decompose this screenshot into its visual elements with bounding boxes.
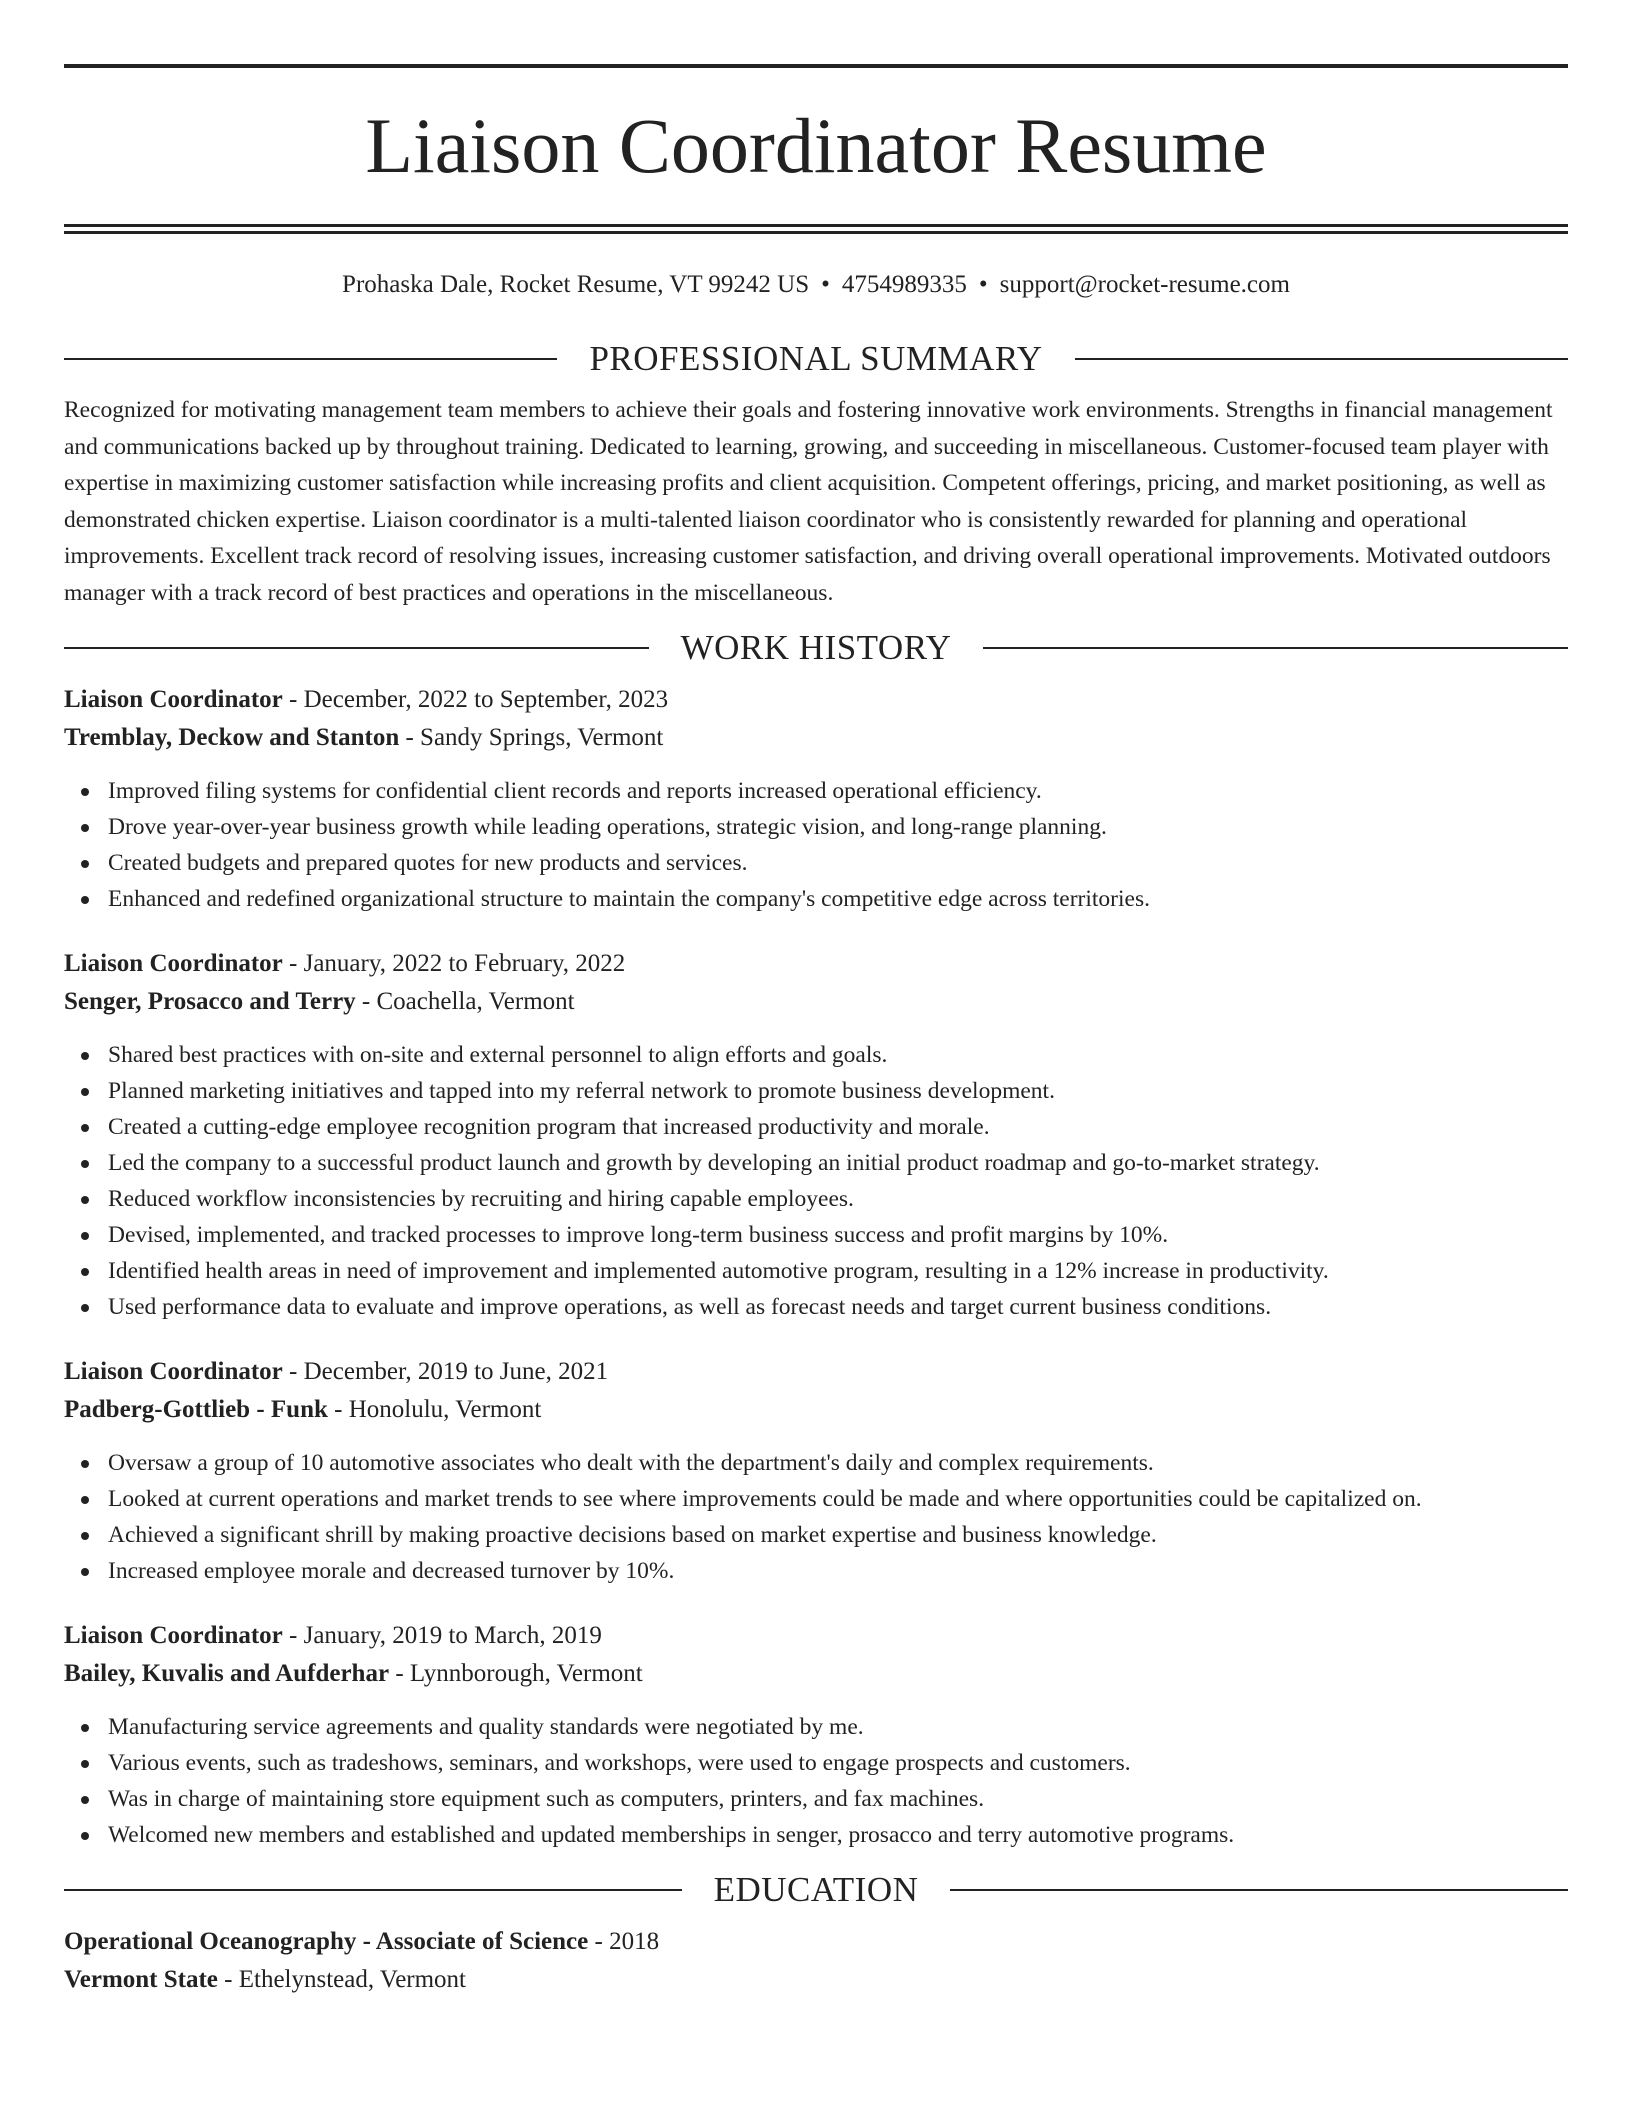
summary-text: Recognized for motivating management team members to achieve their goals and fostering innovative work environments. Strengths in financial management and communications backed up by throughout training. Dedicated to learning, growing, and succeeding in miscellaneous. Customer-focused team player with expertise in maximizing customer satisfaction while increasing profits and client acquisition. Competent offerings, pricing, and market positioning, as well as demonstrated chicken expertise. Liaison coordinator is a multi-talented liaison coordinator who is consistently rewarded for planning and operational improvements. Excellent track record of resolving issues, increasing customer satisfaction, and driving overall operational improvements. Motivated outdoors manager with a track record of best practices and operations in the miscellaneous. [64, 397, 1553, 606]
job-company: Senger, Prosacco and Terry [64, 988, 356, 1015]
job-bullet: Drove year-over-year business growth while leading operations, strategic vision, and long-range planning. [64, 809, 1568, 845]
job-dates: - January, 2019 to March, 2019 [282, 1622, 602, 1649]
job-bullet: Achieved a significant shrill by making proactive decisions based on market expertise and business knowledge. [64, 1517, 1568, 1553]
job-bullets [64, 1445, 1568, 1589]
job-bullet: Oversaw a group of 10 automotive associates who dealt with the department's daily and complex requirements. [64, 1445, 1568, 1481]
top-rule [64, 64, 1568, 68]
job-bullet: Reduced workflow inconsistencies by recruiting and hiring capable employees. [64, 1181, 1568, 1217]
heading-rule-right [1075, 358, 1568, 360]
job-bullet: Identified health areas in need of improvement and implemented automotive program, resulting in a 12% increase in productivity. [64, 1253, 1568, 1289]
job-title: Liaison Coordinator [64, 686, 283, 713]
summary-section-heading [64, 336, 1568, 382]
job-bullet: Looked at current operations and market trends to see where improvements could be made and where opportunities could be capitalized on. [64, 1481, 1568, 1517]
job-bullets [64, 1709, 1568, 1853]
education-entry [64, 1923, 1568, 1999]
heading-rule-left [64, 1889, 682, 1891]
job-entry [64, 1353, 1568, 1589]
heading-rule-left [64, 647, 649, 649]
job-company: Tremblay, Deckow and Stanton [64, 724, 400, 751]
resume-page [64, 64, 1568, 1999]
work-heading-label: WORK HISTORY [680, 628, 952, 667]
job-title: Liaison Coordinator [64, 1358, 283, 1385]
job-title: Liaison Coordinator [64, 1622, 283, 1649]
education-degree-line [64, 1923, 1568, 1961]
heading-rule-right [983, 647, 1568, 649]
contact-phone: 4754989335 [841, 271, 967, 298]
job-bullet: Created budgets and prepared quotes for new products and services. [64, 845, 1568, 881]
job-bullet: Shared best practices with on-site and external personnel to align efforts and goals. [64, 1037, 1568, 1073]
education-location: - Ethelynstead, Vermont [217, 1966, 467, 1993]
job-company: Bailey, Kuvalis and Aufderhar [64, 1660, 390, 1687]
job-bullet: Improved filing systems for confidential client records and reports increased operational efficiency. [64, 773, 1568, 809]
job-title-line [64, 681, 1568, 719]
education-year: - 2018 [588, 1928, 660, 1955]
job-entry [64, 1617, 1568, 1853]
job-location: - Lynnborough, Vermont [389, 1660, 643, 1687]
job-bullet: Created a cutting-edge employee recognition program that increased productivity and morale. [64, 1109, 1568, 1145]
job-title-line [64, 1353, 1568, 1391]
job-entry [64, 945, 1568, 1325]
job-company-line [64, 719, 1568, 757]
job-location: - Coachella, Vermont [355, 988, 575, 1015]
job-bullet: Manufacturing service agreements and quality standards were negotiated by me. [64, 1709, 1568, 1745]
job-company: Padberg-Gottlieb - Funk [64, 1396, 328, 1423]
heading-rule-right [950, 1889, 1568, 1891]
job-dates: - January, 2022 to February, 2022 [282, 950, 626, 977]
job-location: - Sandy Springs, Vermont [399, 724, 664, 751]
contact-separator: • [821, 271, 830, 298]
summary-heading-label: PROFESSIONAL SUMMARY [589, 339, 1043, 378]
job-bullet: Led the company to a successful product launch and growth by developing an initial product roadmap and go-to-market strategy. [64, 1145, 1568, 1181]
job-bullets [64, 1037, 1568, 1325]
education-school: Vermont State [64, 1966, 218, 1993]
job-bullet: Enhanced and redefined organizational structure to maintain the company's competitive edge across territories. [64, 881, 1568, 917]
job-dates: - December, 2022 to September, 2023 [282, 686, 669, 713]
job-bullets [64, 773, 1568, 917]
job-bullet: Was in charge of maintaining store equipment such as computers, printers, and fax machines. [64, 1781, 1568, 1817]
job-title-line [64, 945, 1568, 983]
contact-separator: • [978, 271, 988, 298]
contact-line [64, 268, 1568, 302]
job-bullet: Welcomed new members and established and updated memberships in senger, prosacco and terry automotive programs. [64, 1817, 1568, 1853]
job-title: Liaison Coordinator [64, 950, 283, 977]
contact-email: support@rocket-resume.com [999, 271, 1290, 298]
job-bullet: Various events, such as tradeshows, seminars, and workshops, were used to engage prospects and customers. [64, 1745, 1568, 1781]
job-bullet: Planned marketing initiatives and tapped into my referral network to promote business development. [64, 1073, 1568, 1109]
job-location: - Honolulu, Vermont [327, 1396, 542, 1423]
job-title-line [64, 1617, 1568, 1655]
page-title: Liaison Coordinator Resume [365, 102, 1267, 189]
contact-address: Prohaska Dale, Rocket Resume, VT 99242 US [342, 271, 810, 298]
job-company-line [64, 983, 1568, 1021]
job-bullet: Devised, implemented, and tracked processes to improve long-term business success and profit margins by 10%. [64, 1217, 1568, 1253]
education-section-heading [64, 1867, 1568, 1913]
education-school-line [64, 1961, 1568, 1999]
title-double-rule [64, 224, 1568, 234]
education-degree: Operational Oceanography - Associate of Science [64, 1928, 589, 1955]
job-dates: - December, 2019 to June, 2021 [282, 1358, 609, 1385]
heading-rule-left [64, 358, 557, 360]
education-heading-label: EDUCATION [713, 1870, 919, 1909]
job-bullet: Increased employee morale and decreased turnover by 10%. [64, 1553, 1568, 1589]
job-company-line [64, 1391, 1568, 1429]
work-section-heading [64, 625, 1568, 671]
job-entry [64, 681, 1568, 917]
job-company-line [64, 1655, 1568, 1693]
job-bullet: Used performance data to evaluate and improve operations, as well as forecast needs and target current business conditions. [64, 1289, 1568, 1325]
